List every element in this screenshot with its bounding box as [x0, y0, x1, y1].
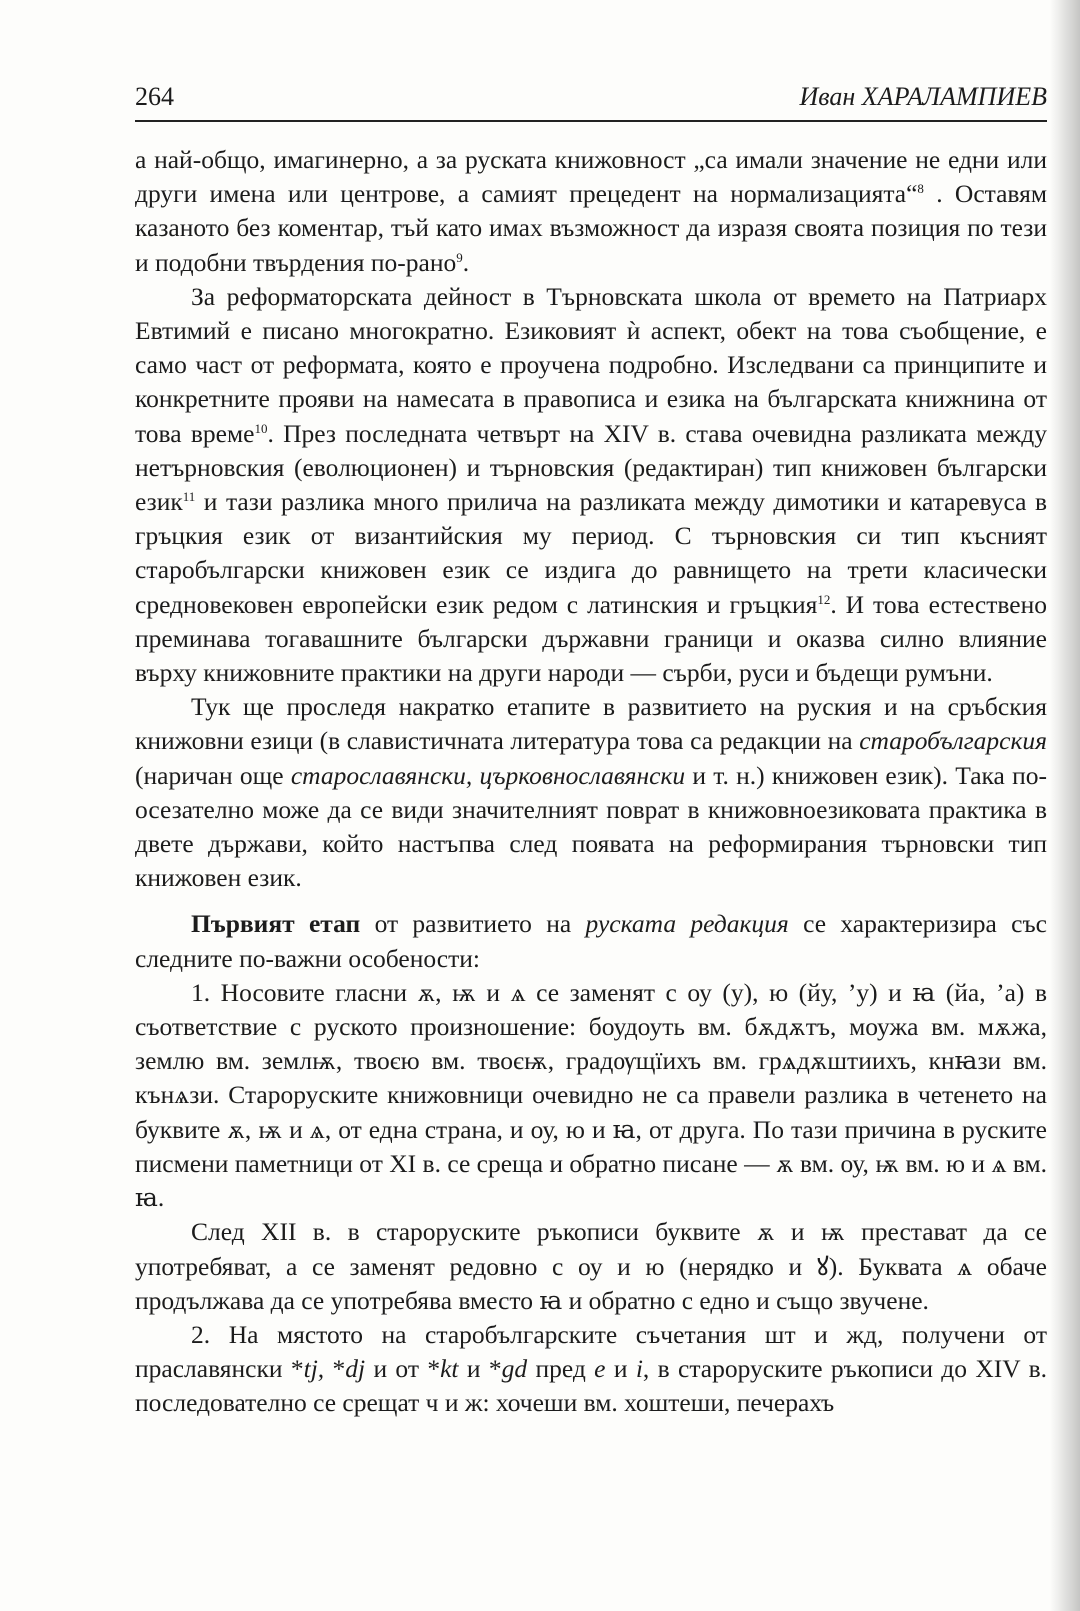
p7-italic-2: dj — [345, 1354, 366, 1384]
p7-text-c: и от * — [365, 1354, 441, 1384]
p7-text-e: пред — [527, 1354, 595, 1384]
footnote-ref-10: 10 — [254, 420, 268, 436]
p3-italic-1: старобългарския — [859, 726, 1047, 756]
p7-text-b: * — [324, 1354, 346, 1384]
page-number: 264 — [135, 82, 174, 111]
paragraph-1 — [135, 143, 1047, 280]
paragraph-2 — [135, 280, 1047, 690]
footnote-ref-8: 8 — [917, 181, 924, 197]
running-head: Иван ХАРАЛАМПИЕВ — [799, 82, 1047, 111]
p4-text-b: се характеризира със следните по-важни особености: — [135, 909, 1047, 973]
p2-text-d: . И това естествено преминава тогавашните български държавни граници и оказва силно влияние върху книжовните практики на други народи — сърби, руси и бъдещи румъни. — [135, 589, 1048, 688]
page-header — [135, 80, 1047, 122]
p4-italic-1: руската редакция — [585, 909, 789, 939]
p7-italic-5: е — [594, 1354, 606, 1384]
p7-text-a: 2. На мястото на старобългарските съчетания шт и жд, получени от праславянски * — [135, 1319, 1047, 1384]
paragraph-5 — [135, 976, 1047, 1215]
paragraph-6 — [135, 1215, 1047, 1318]
p2-text-c: и тази разлика много прилича на разликата между димотики и катаревуса в гръцкия език от византийския му период. С търновския си тип късният старобългарски книжовен език се издига до равнището на трети класически средновековен европейски език редом с латинския и гръцкия — [135, 487, 1047, 619]
p7-text-f: и — [605, 1354, 636, 1384]
p3-text-b: (наричан още — [135, 760, 291, 790]
p1-text-c: . — [462, 247, 470, 277]
p7-text-d: и * — [458, 1354, 502, 1384]
p7-italic-4: gd — [501, 1354, 528, 1384]
p6-text: След XII в. в староруските ръкописи буквите ѫ и ѭ престават да се употребяват, а се заменят редовно с оу и ю (нерядко и ꙋ). Буквата ѧ обаче продължава да се употребява вместо ꙗ и обратно с едно и също звучене. — [135, 1217, 1047, 1315]
footnote-ref-11: 11 — [182, 489, 196, 505]
footnote-ref-12: 12 — [817, 591, 831, 607]
p4-bold-term: Първият етап — [191, 909, 361, 939]
p7-italic-6: i — [635, 1354, 643, 1384]
footnote-ref-9: 9 — [456, 249, 463, 265]
p7-italic-3: kt — [440, 1354, 459, 1384]
p7-text-g: , в староруските ръкописи до XIV в. последователно се срещат ч и ж: хочеши вм. хоштеши, печерахъ — [135, 1354, 1047, 1418]
p3-italic-2: старославянски, църковнославянски — [290, 760, 686, 790]
body-text — [135, 143, 1047, 1421]
book-spine-shadow — [1050, 0, 1080, 1611]
paragraph-3 — [135, 690, 1047, 895]
p1-text-b: . Оставям казаното без коментар, тъй като имах възможност да изразя своята позиция по тези и подобни твърдения по-рано — [135, 179, 1047, 277]
p2-text-a: За реформаторската дейност в Търновската школа от времето на Патриарх Евтимий е писано многократно. Езиковият ѝ аспект, обект на това съобщение, е само част от реформата, която е проучена подробно. Изследвани са принципите и конкретните прояви на намесата в правописа и езика на българската книжнина от това време — [135, 281, 1047, 448]
p2-text-b: . През последната четвърт на XIV в. става очевидна разликата между нетърновския (еволюционен) и търновския (редактиран) тип книжовен български език — [135, 418, 1047, 517]
p1-text-a: а най-общо, имагинерно, а за руската книжовност „са имали значение не едни или други имена или центрове, а самият прецедент на нормализацията“ — [135, 145, 1047, 209]
paragraph-7 — [135, 1318, 1047, 1421]
p4-text-a: от развитието на — [360, 909, 586, 939]
p7-italic-1: tj, — [303, 1354, 325, 1384]
p5-text: 1. Носовите гласни ѫ, ѭ и ѧ се заменят с оу (у), ю (йу, ’у) и ꙗ (йа, ’а) в съответствие с руското произношение: боудоуть вм. бѫдѫтъ, моужа вм. мѫжа, землю вм. землѭ, твоєю вм. твоєѭ, градѹщїихъ вм. грѧдѫштиихъ, кнꙗзи вм. кънѧзи. Староруските книжовници очевидно не са правели разлика в четенето на буквите ѫ, ѭ и ѧ, от една страна, и оу, ю и ꙗ, от друга. По тази причина в руските писмени паметници от XI в. се среща и обратно писане — ѫ вм. оу, ѭ вм. ю и ѧ вм. ꙗ. — [135, 977, 1047, 1213]
p3-text-a: Тук ще проследя накратко етапите в развитието на руския и на сръбския книжовни езици (в славистичната литература това са редакции на — [135, 692, 1047, 756]
p3-text-c: и т. н.) книжовен език). Така по-осезателно може да се види значителният поврат в книжовноезиковата практика в двете държави, който настъпва след появата на реформирания търновски тип книжовен език. — [135, 760, 1047, 893]
paragraph-4 — [135, 907, 1047, 975]
